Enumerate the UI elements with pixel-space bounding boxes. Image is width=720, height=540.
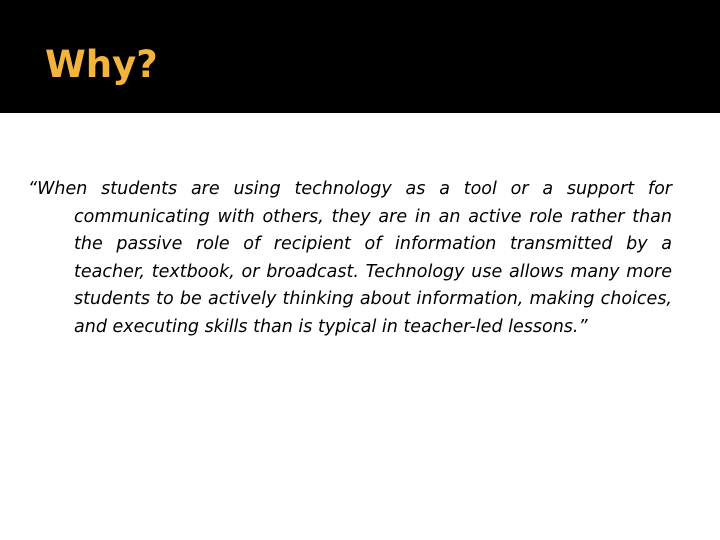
title-bar <box>0 0 720 113</box>
quote-text: “When students are using technology as a tool or a support for communicating with others, they are in an active role rather than the passive role of recipient of information transmitted by a teacher, textbook, or broadcast. Technology use allows many more students to be actively thinking about information, making choices, and executing skills than is typical in teacher-led lessons.” <box>28 179 672 337</box>
slide-title: Why? <box>45 43 158 86</box>
